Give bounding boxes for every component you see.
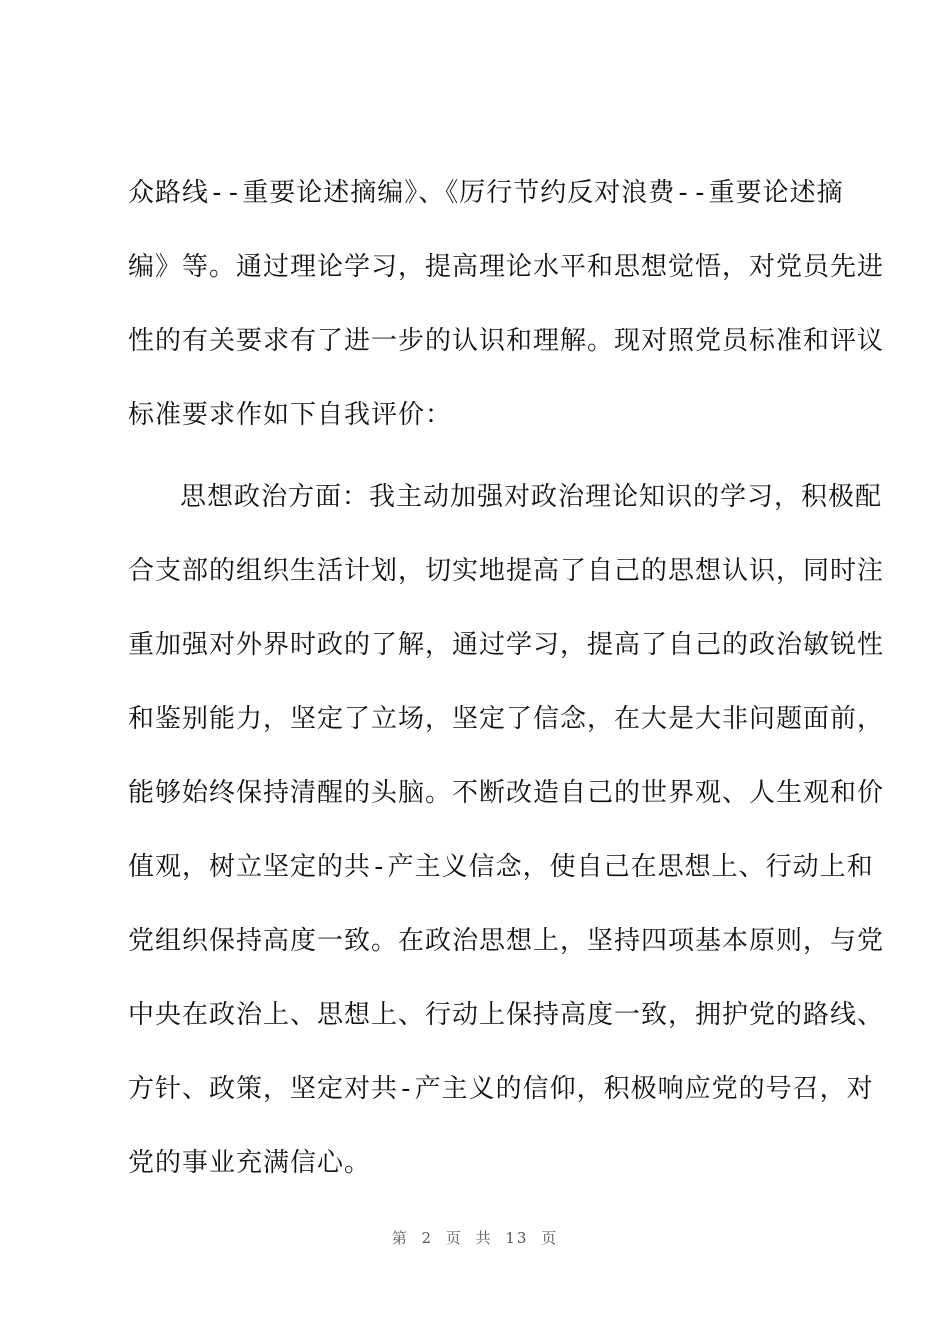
paragraph-start-line: 思想政治方面：我主动加强对政治理论知识的学习，积极配 <box>180 482 883 512</box>
text-line-13: 方针、政策，坚定对共-产主义的信仰，积极响应党的号召，对 <box>128 1074 874 1104</box>
text-line-7: 重加强对外界时政的了解，通过学习，提高了自己的政治敏锐性 <box>128 630 885 660</box>
text-line-10: 值观，树立坚定的共-产主义信念，使自己在思想上、行动上和 <box>128 852 874 882</box>
text-line-8: 和鉴别能力，坚定了立场，坚定了信念，在大是大非问题面前， <box>128 704 885 734</box>
text-line-12: 中央在政治上、思想上、行动上保持高度一致，拥护党的路线、 <box>128 1000 885 1030</box>
text-line-2: 编》等。通过理论学习，提高理论水平和思想觉悟，对党员先进 <box>128 252 885 282</box>
text-line-6: 合支部的组织生活计划，切实地提高了自己的思想认识，同时注 <box>128 556 885 586</box>
text-line-11: 党组织保持高度一致。在政治思想上，坚持四项基本原则，与党 <box>128 926 885 956</box>
page-number-footer: 第 2 页 共 13 页 <box>391 1229 559 1247</box>
text-line-1: 众路线--重要论述摘编》、《厉行节约反对浪费--重要论述摘 <box>128 178 844 208</box>
text-line-14: 党的事业充满信心。 <box>128 1148 372 1178</box>
text-line-3: 性的有关要求有了进一步的认识和理解。现对照党员标准和评议 <box>128 326 885 356</box>
text-line-9: 能够始终保持清醒的头脑。不断改造自己的世界观、人生观和价 <box>128 778 885 808</box>
text-line-4: 标准要求作如下自我评价： <box>128 400 453 430</box>
